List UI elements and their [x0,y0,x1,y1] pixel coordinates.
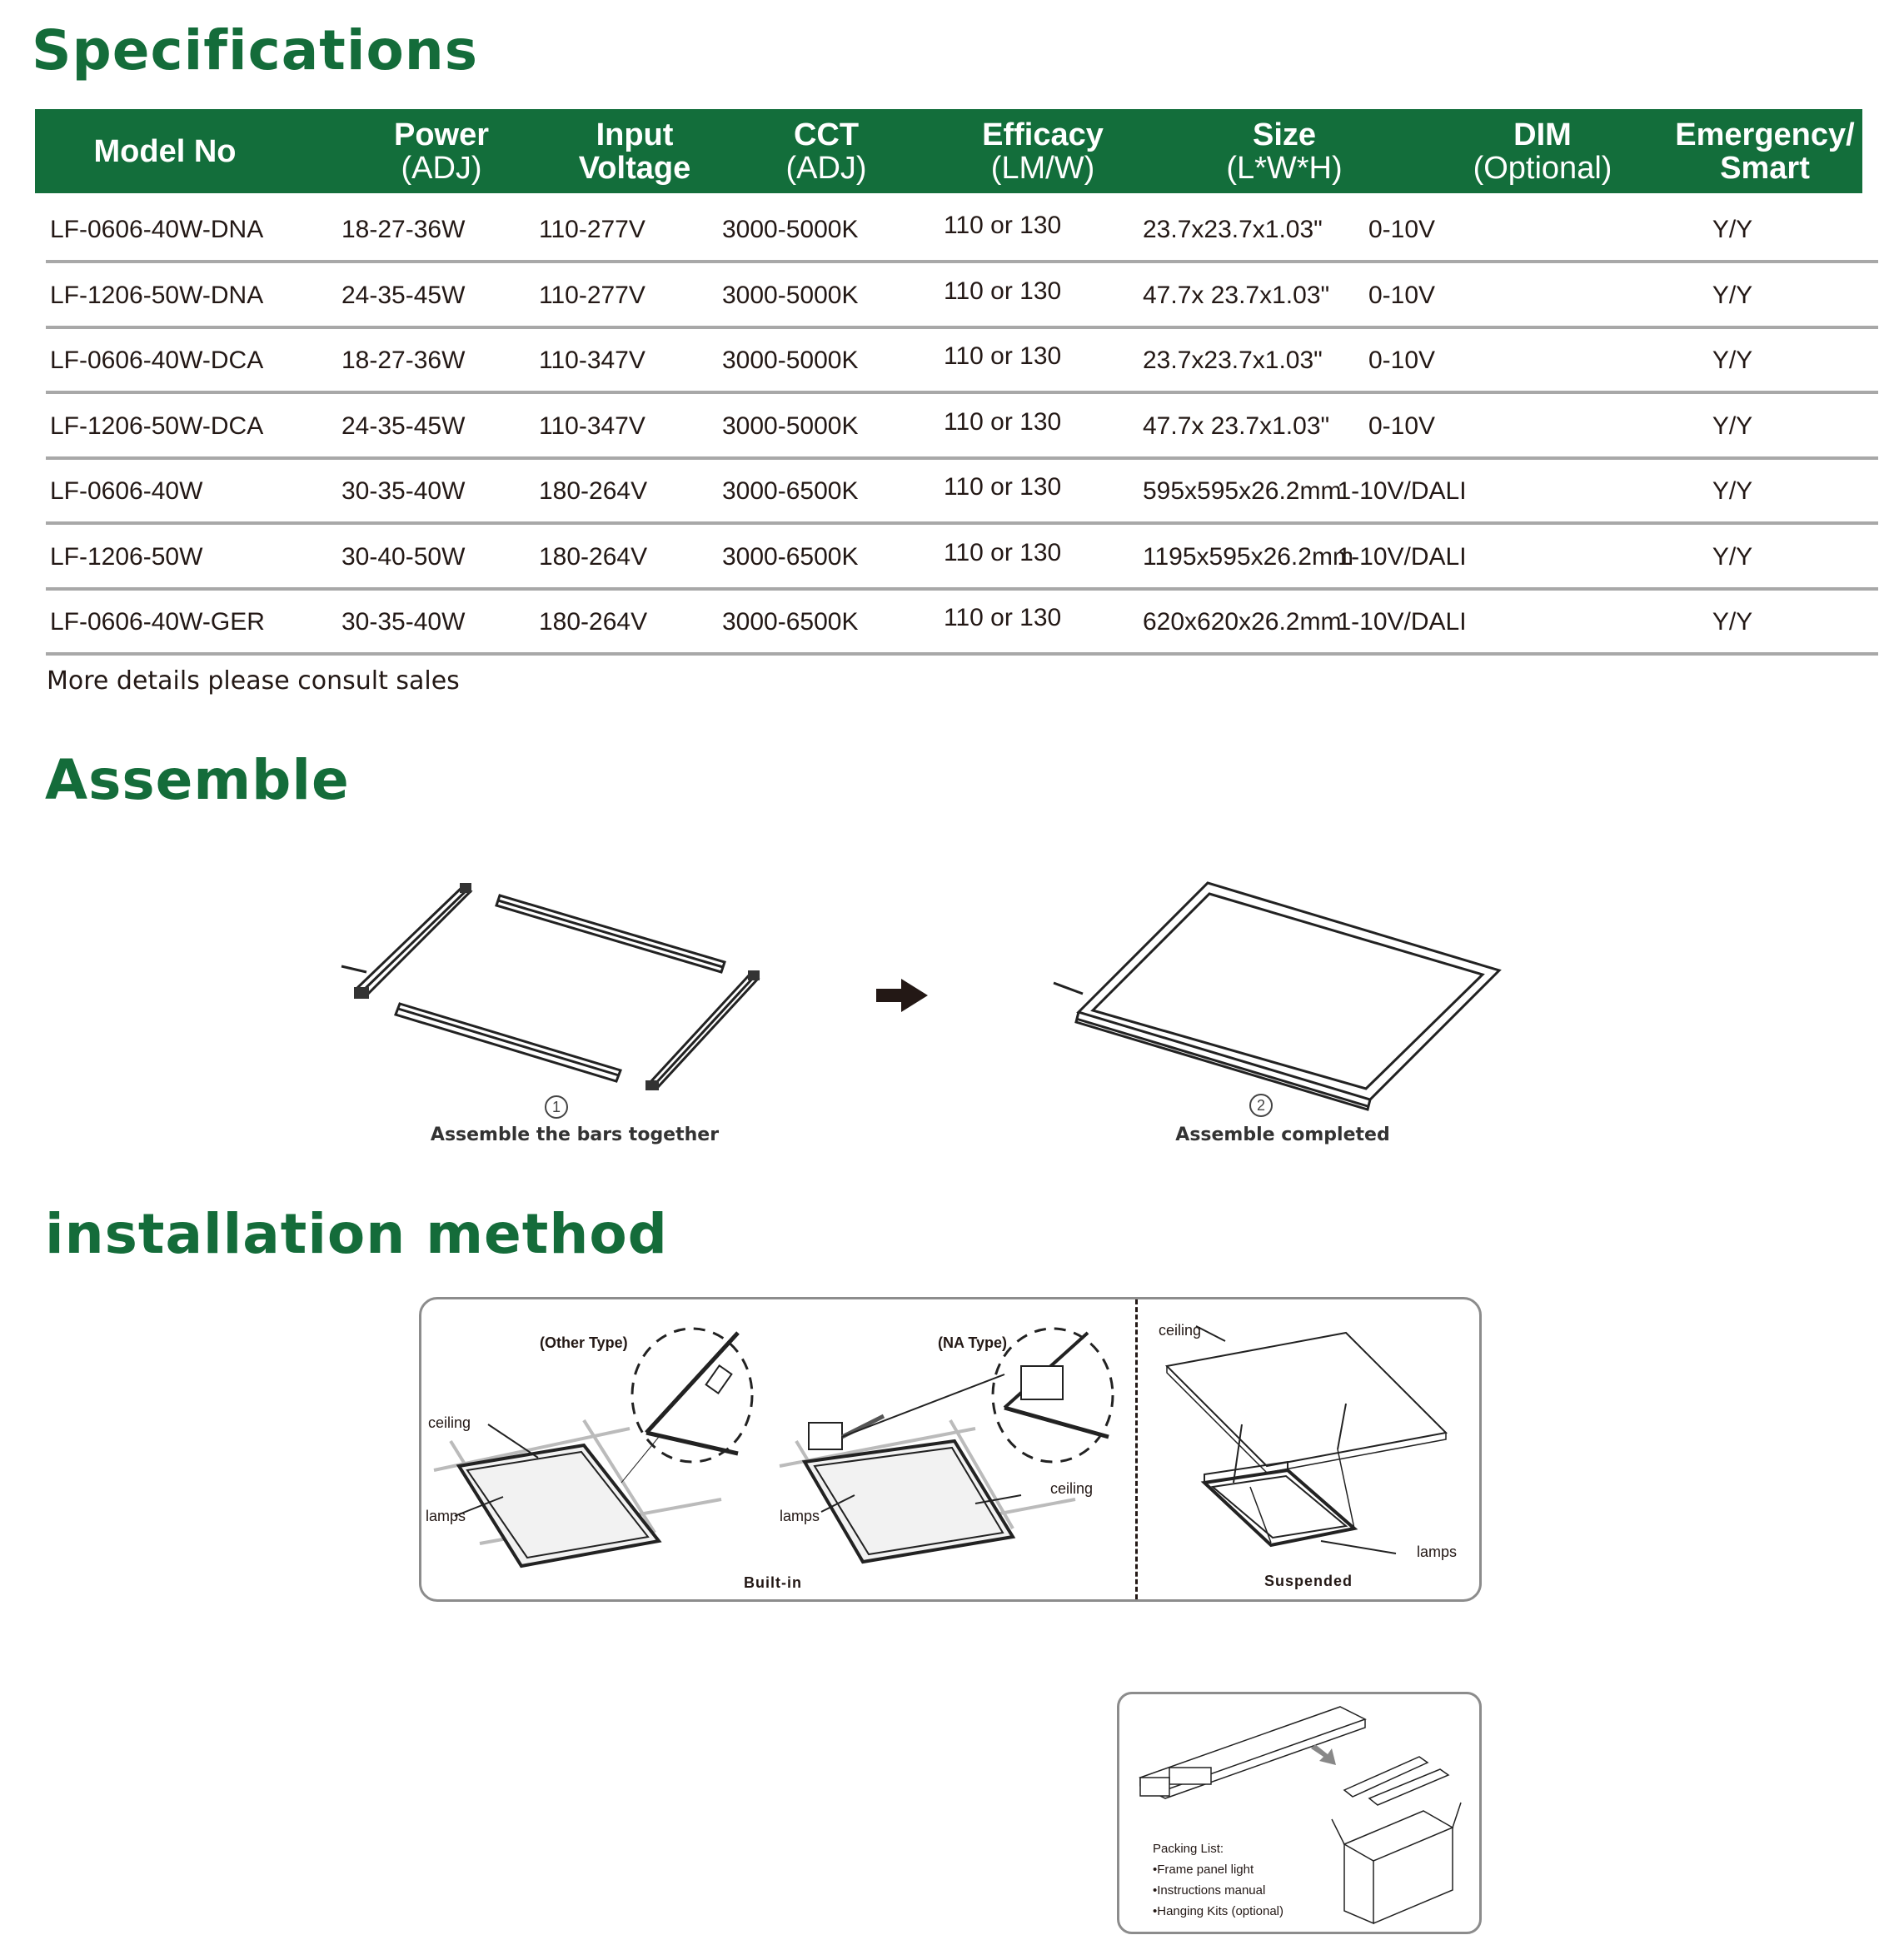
table-row [46,456,1878,525]
cell-emergency-smart: Y/Y [1712,542,1753,571]
cell-power: 30-35-40W [341,477,466,505]
header-emergency-smart [1667,109,1862,193]
cell-size: 595x595x26.2mm [1143,477,1342,505]
cell-power: 18-27-36W [341,216,466,243]
cell-input-voltage: 110-347V [539,347,645,374]
table-row [46,195,1878,263]
table-row [46,587,1878,656]
na-type-label: (NA Type) [938,1334,1007,1351]
ceiling-label: ceiling [1159,1322,1202,1339]
packing-item: •Frame panel light [1153,1863,1254,1877]
cell-model-no: LF-1206-50W-DNA [50,281,264,309]
cell-emergency-smart: Y/Y [1712,216,1753,243]
header-sublabel: (Optional) [1473,150,1612,186]
table-row [46,261,1878,329]
built-in-label: Built-in [744,1574,802,1591]
header-sublabel: (ADJ) [785,150,867,186]
cell-cct: 3000-6500K [722,542,859,571]
header-sublabel: Smart [1720,150,1810,186]
cell-power: 30-35-40W [341,608,466,636]
cell-input-voltage: 180-264V [539,542,648,571]
cell-size: 23.7x23.7x1.03" [1143,347,1323,374]
header-label: Power [393,117,490,152]
cell-model-no: LF-0606-40W-DNA [50,216,264,243]
cell-cct: 3000-6500K [722,477,859,505]
cell-input-voltage: 180-264V [539,608,648,636]
cell-power: 30-40-50W [341,542,466,571]
cell-input-voltage: 110-277V [539,281,645,309]
cell-model-no: LF-0606-40W-DCA [50,347,264,374]
cell-input-voltage: 180-264V [539,477,648,505]
step-2-number: 2 [1249,1094,1273,1117]
cell-cct: 3000-5000K [722,411,859,440]
cell-power: 24-35-45W [341,281,466,309]
cell-emergency-smart: Y/Y [1712,608,1753,636]
header-label: CCT [793,117,860,152]
bars-separate-illustration [350,879,783,1095]
installation-diagram-panel [419,1297,1482,1602]
cell-input-voltage: 110-347V [539,411,645,440]
cell-efficacy: 110 or 130 [944,342,1062,370]
header-size [1159,109,1409,193]
suspended-illustration [1146,1316,1479,1566]
table-row [46,326,1878,394]
cell-emergency-smart: Y/Y [1712,281,1753,309]
header-label: Emergency/ [1675,117,1855,152]
arrow-right-icon [876,979,931,1012]
cell-efficacy: 110 or 130 [944,212,1062,239]
cell-cct: 3000-5000K [722,216,859,243]
step-1-caption: Assemble the bars together [430,1125,720,1145]
packing-list-panel [1117,1692,1482,1934]
frame-assembled-illustration [1058,879,1508,1100]
packing-list [1153,1838,1283,1922]
cell-efficacy: 110 or 130 [944,604,1062,631]
header-label: DIM [1513,117,1572,152]
ceiling-label: ceiling [428,1414,471,1431]
cell-dim: 1-10V/DALI [1337,608,1467,636]
cell-emergency-smart: Y/Y [1712,411,1753,440]
specifications-title: Specifications [32,18,479,82]
cell-input-voltage: 110-277V [539,216,645,243]
lamps-label: lamps [426,1508,466,1524]
cell-power: 18-27-36W [341,347,466,374]
header-label: Model No [93,133,237,169]
header-sublabel: (L*W*H) [1226,150,1343,186]
ceiling-label: ceiling [1050,1480,1094,1497]
header-sublabel: (LM/W) [990,150,1095,186]
header-label: Size [1252,117,1317,152]
packing-item: •Instructions manual [1153,1883,1266,1898]
packing-item: •Hanging Kits (optional) [1153,1904,1284,1918]
header-label: Input [596,117,674,152]
cell-model-no: LF-1206-50W [50,542,203,571]
cell-dim: 1-10V/DALI [1337,477,1467,505]
cell-size: 23.7x23.7x1.03" [1143,216,1323,243]
cell-size: 1195x595x26.2mm [1143,542,1353,571]
lamps-label: lamps [780,1508,820,1524]
header-label: Efficacy [982,117,1104,152]
packing-list-title: Packing List: [1153,1842,1224,1856]
cell-model-no: LF-0606-40W [50,477,203,505]
sales-note: More details please consult sales [47,666,460,696]
cell-dim: 0-10V [1368,411,1436,440]
header-efficacy [918,109,1168,193]
suspended-label: Suspended [1264,1573,1353,1589]
cell-model-no: LF-1206-50W-DCA [50,411,264,440]
cell-efficacy: 110 or 130 [944,277,1062,305]
cell-dim: 0-10V [1368,347,1436,374]
header-sublabel: (ADJ) [401,150,482,186]
cell-cct: 3000-5000K [722,281,859,309]
header-model-no [35,109,295,193]
cell-dim: 0-10V [1368,216,1436,243]
header-cct [705,109,947,193]
cell-size: 620x620x26.2mm [1143,608,1342,636]
table-row [46,391,1878,460]
assemble-title: Assemble [45,748,350,812]
table-row [46,522,1878,591]
lamps-label: lamps [1417,1544,1458,1560]
header-sublabel: Voltage [578,150,691,186]
step-2-caption: Assemble completed [1175,1125,1390,1145]
spec-table-header [35,109,1862,193]
cell-size: 47.7x 23.7x1.03" [1143,411,1330,440]
other-type-label: (Other Type) [540,1334,628,1351]
cell-efficacy: 110 or 130 [944,473,1062,501]
cell-emergency-smart: Y/Y [1712,477,1753,505]
cell-emergency-smart: Y/Y [1712,347,1753,374]
cell-size: 47.7x 23.7x1.03" [1143,281,1330,309]
installation-title: installation method [45,1202,668,1266]
cell-cct: 3000-6500K [722,608,859,636]
cell-dim: 1-10V/DALI [1337,542,1467,571]
cell-efficacy: 110 or 130 [944,407,1062,436]
cell-model-no: LF-0606-40W-GER [50,608,265,636]
step-1-number: 1 [545,1095,568,1119]
cell-efficacy: 110 or 130 [944,538,1062,566]
cell-dim: 0-10V [1368,281,1436,309]
cell-cct: 3000-5000K [722,347,859,374]
cell-power: 24-35-45W [341,411,466,440]
header-dim [1418,109,1667,193]
